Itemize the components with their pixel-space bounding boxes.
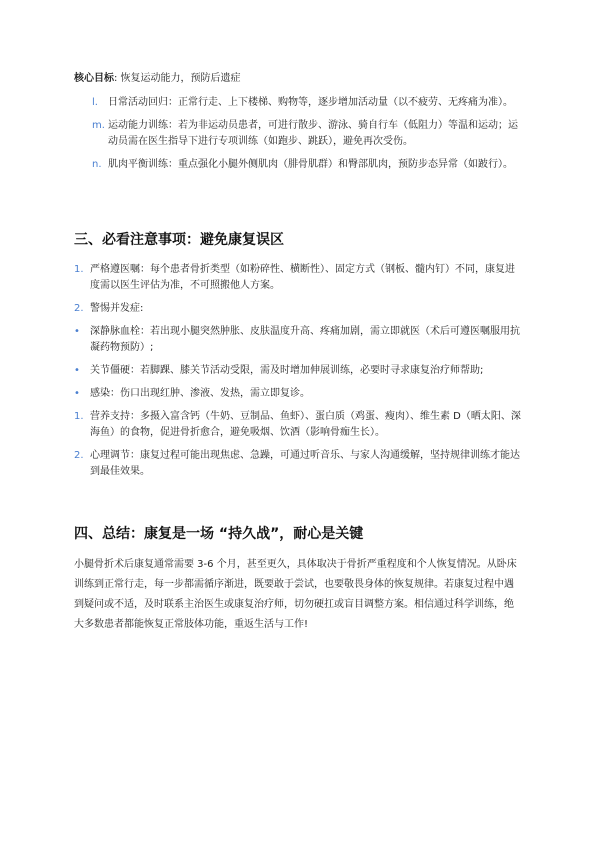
list-item-text: 心理调节：康复过程可能出现焦虑、急躁，可通过听音乐、与家人沟通缓解，坚持规律训练才能达到最佳效果。 <box>90 450 520 477</box>
core-goal-label: 核心目标 <box>74 73 114 84</box>
list-item <box>74 363 524 379</box>
list-item <box>92 157 524 173</box>
list-item <box>74 262 524 294</box>
list-item-text: 肌肉平衡训练：重点强化小腿外侧肌肉（腓骨肌群）和臀部肌肉，预防步态异常（如跛行）。 <box>108 159 513 170</box>
list-item-text: 深静脉血栓：若出现小腿突然肿胀、皮肤温度升高、疼痛加剧，需立即就医（术后可遵医嘱服用抗凝药物预防）; <box>90 326 520 353</box>
list-item-text: 警惕并发症: <box>90 303 144 314</box>
list-item <box>74 409 524 441</box>
list-item-text: 日常活动回归：正常行走、上下楼梯、购物等，逐步增加活动量（以不疲劳、无疼痛为准）。 <box>108 97 513 108</box>
list-item-text: 运动能力训练：若为非运动员患者，可进行散步、游泳、骑自行车（低阻力）等温和运动；运动员需在医生指导下进行专项训练（如跑步、跳跃），避免再次受伤。 <box>108 120 518 147</box>
list-item <box>92 118 524 150</box>
summary-paragraph: 小腿骨折术后康复通常需要 3-6 个月，甚至更久，具体取决于骨折严重程度和个人恢复情况。从卧床训练到正常行走，每一步都需循序渐进，既要敢于尝试，也要敬畏身体的恢复规律。若康复过程中遇到疑问或不适，及时联系主治医生或康复治疗师，切勿硬扛或盲目调整方案。相信通过科学训练，绝大多数患者都能恢复正常肢体功能，重返生活与工作! <box>74 559 517 630</box>
list-item-text: 关节僵硬：若脚踝、膝关节活动受限，需及时增加伸展训练，必要时寻求康复治疗师帮助; <box>90 365 484 376</box>
section-4-heading: 四、总结：康复是一场 “持久战”，耐心是关键 <box>74 526 364 542</box>
list-marker: • <box>74 326 80 337</box>
section-3-heading: 三、必看注意事项：避免康复误区 <box>74 232 284 248</box>
list-marker: • <box>74 365 80 376</box>
list-item-text: 营养支持：多摄入富含钙（牛奶、豆制品、鱼虾）、蛋白质（鸡蛋、瘦肉）、维生素 D（晒太阳、深海鱼）的食物，促进骨折愈合，避免吸烟、饮酒（影响骨痂生长）。 <box>90 411 521 438</box>
list-item <box>74 386 524 402</box>
list-marker: m. <box>92 120 105 131</box>
list-item <box>74 301 524 317</box>
list-item-text: 感染：伤口出现红肿、渗液、发热，需立即复诊。 <box>90 388 310 399</box>
goal-sub-list <box>92 95 524 173</box>
list-marker: 1. <box>74 264 84 275</box>
list-item <box>92 95 524 111</box>
core-goal <box>74 72 524 86</box>
list-marker: • <box>74 388 80 399</box>
list-marker: 1. <box>74 411 84 422</box>
list-item <box>74 448 524 480</box>
list-marker: n. <box>92 159 102 170</box>
list-item <box>74 324 524 356</box>
list-marker: 2. <box>74 303 84 314</box>
list-item-text: 严格遵医嘱：每个患者骨折类型（如粉碎性、横断性）、固定方式（钢板、髓内钉）不同，康复进度需以医生评估为准，不可照搬他人方案。 <box>90 264 515 291</box>
precautions-list <box>74 262 524 480</box>
core-goal-text: : 恢复运动能力，预防后遗症 <box>114 73 241 84</box>
list-marker: l. <box>92 97 98 108</box>
list-marker: 2. <box>74 450 84 461</box>
